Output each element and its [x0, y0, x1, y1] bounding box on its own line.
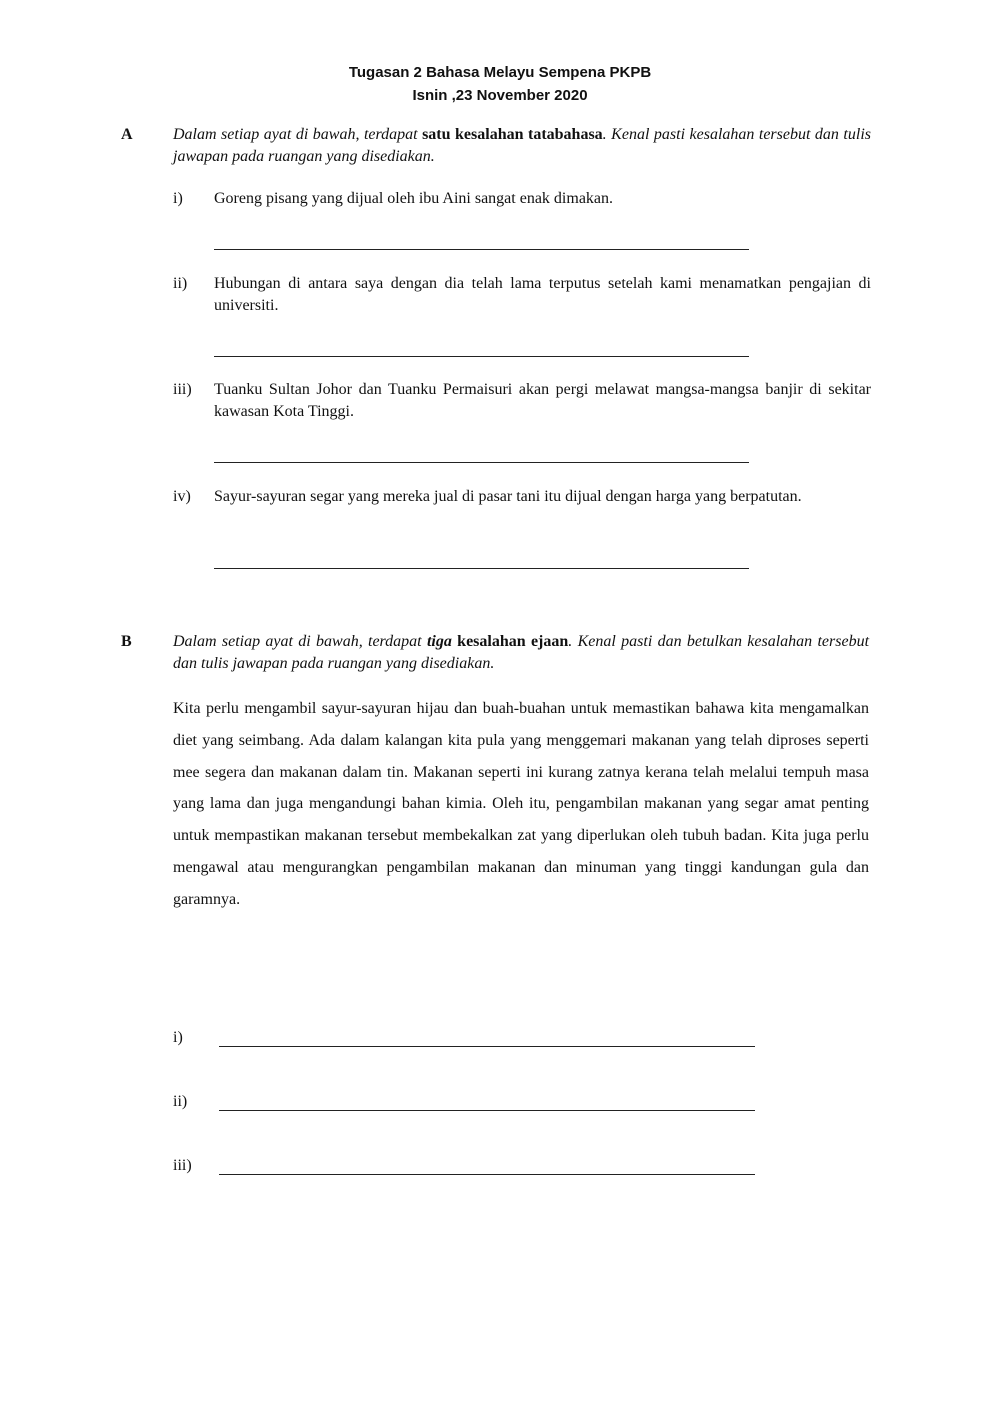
question-a-4-number: iv): [173, 488, 191, 505]
question-a-2-number: ii): [173, 275, 188, 292]
question-a-3-text: Tuanku Sultan Johor dan Tuanku Permaisuri akan pergi melawat mangsa-mangsa banjir di sekitar kawasan Kota Tinggi.: [214, 381, 871, 420]
question-a-2-text: Hubungan di antara saya dengan dia telah lama terputus setelah kami menamatkan pengajian di universiti.: [214, 275, 871, 314]
answer-line-a-4[interactable]: [214, 568, 749, 569]
answer-line-a-3[interactable]: [214, 462, 749, 463]
answer-line-a-1[interactable]: [214, 249, 749, 250]
section-a-instruction-part2: . Kenal pasti kesalahan tersebut dan tulis jawapan pada ruangan yang disediakan.: [173, 126, 871, 165]
section-b-instruction-count: tiga: [426, 633, 452, 650]
page-subtitle-date: Isnin ,23 November 2020: [412, 87, 588, 104]
answer-line-b-1[interactable]: [219, 1046, 755, 1047]
question-a-4-text: Sayur-sayuran segar yang mereka jual di pasar tani itu dijual dengan harga yang berpatutan.: [214, 488, 802, 505]
answer-b-2-number: ii): [173, 1093, 188, 1110]
section-a-instruction-part1: Dalam setiap ayat di bawah, terdapat: [173, 126, 423, 143]
section-a-instruction-emphasis: satu kesalahan tatabahasa: [422, 126, 603, 143]
section-b-passage: Kita perlu mengambil sayur-sayuran hijau dan buah-buahan untuk memastikan bahawa kita mengamalkan diet yang seimbang. Ada dalam kalangan kita pula yang menggemari makanan yang telah diproses seperti mee segera dan makanan dalam tin. Makanan seperti ini kurang zatnya kerana telah melalui tempuh masa yang lama dan juga mengandungi bahan kimia. Oleh itu, pengambilan makanan yang segar amat penting untuk mempastikan makanan tersebut membekalkan zat yang diperlukan oleh tubuh badan. Kita juga perlu mengawal atau mengurangkan pengambilan makanan dan minuman yang tinggi kandungan gula dan garamnya.: [173, 700, 869, 908]
question-a-1-text: Goreng pisang yang dijual oleh ibu Aini sangat enak dimakan.: [214, 190, 614, 207]
section-b-instruction-emphasis: kesalahan ejaan: [457, 633, 569, 650]
page-title: Tugasan 2 Bahasa Melayu Sempena PKPB: [348, 64, 652, 81]
question-a-1-number: i): [173, 190, 183, 207]
answer-b-3-number: iii): [173, 1157, 192, 1174]
section-a-instruction: [173, 124, 871, 168]
section-b-instruction: [173, 631, 869, 675]
answer-line-a-2[interactable]: [214, 356, 749, 357]
section-b-instruction-part1: Dalam setiap ayat di bawah, terdapat: [173, 633, 427, 650]
section-b-letter: B: [121, 633, 132, 650]
section-a-letter: A: [121, 126, 133, 143]
answer-line-b-2[interactable]: [219, 1110, 755, 1111]
answer-line-b-3[interactable]: [219, 1174, 755, 1175]
answer-b-1-number: i): [173, 1029, 183, 1046]
section-b-instruction-part2: . Kenal pasti dan betulkan kesalahan tersebut dan tulis jawapan pada ruangan yang disediakan.: [173, 633, 870, 672]
question-a-3-number: iii): [173, 381, 192, 398]
